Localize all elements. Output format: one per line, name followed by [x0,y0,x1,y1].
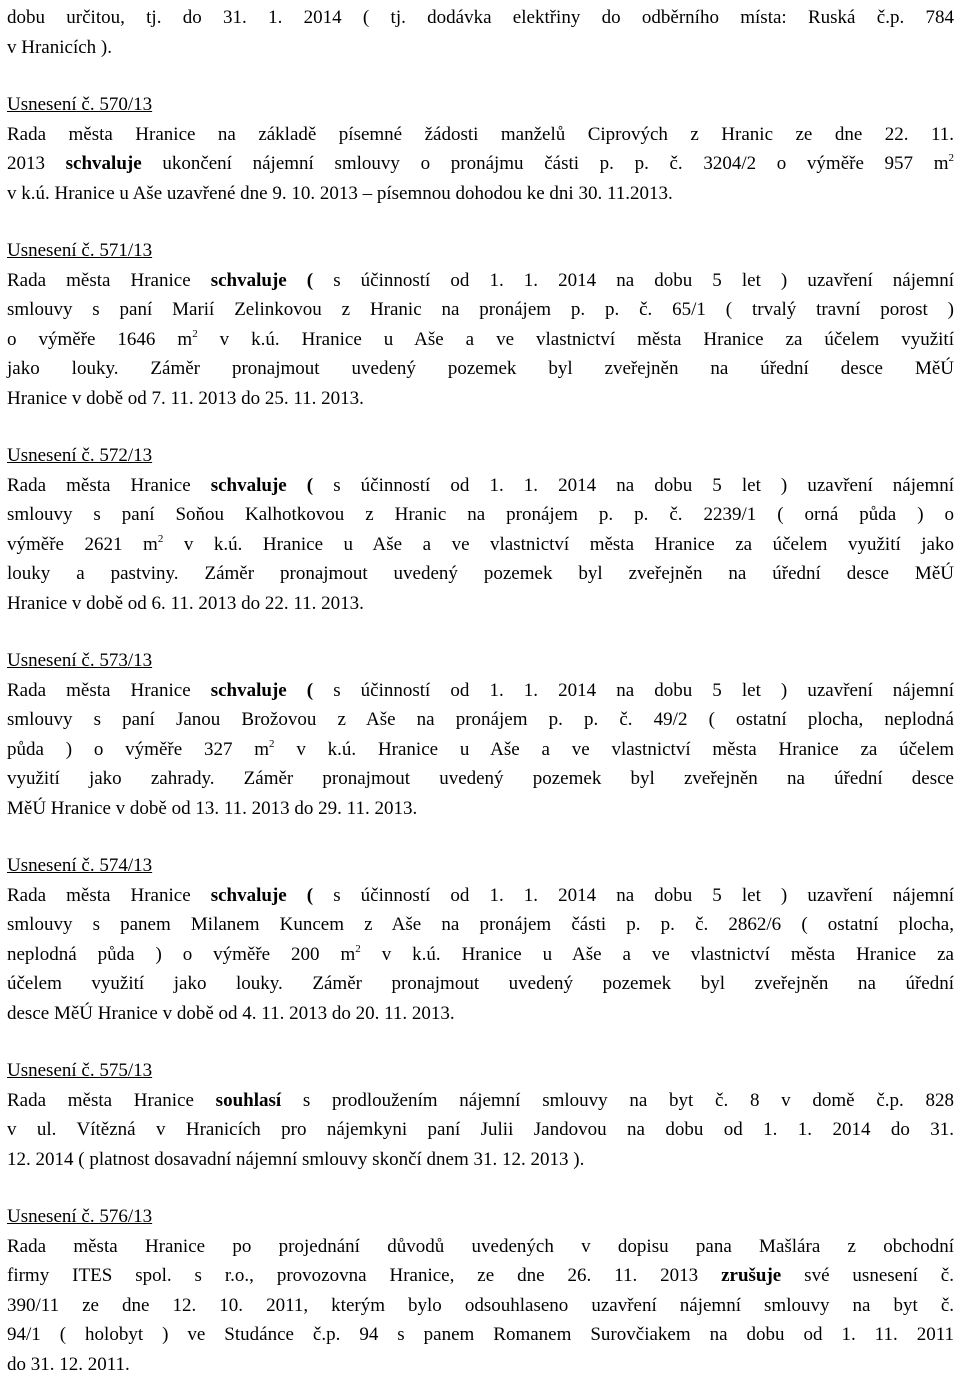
resolution-571 [7,236,954,413]
verb-approves: schvaluje ( [211,270,313,291]
resolution-line: louky a pastviny. Záměr pronajmout uvedený pozemek byl zveřejněn na úřední desce MěÚ [7,559,954,589]
resolution-line: výměře 2621 $m^2$ v k.ú. Hranice u Aše a ve vlastnictví města Hranice za účelem využití jako [7,530,954,560]
resolution-572 [7,441,954,618]
intro-paragraph [7,3,954,62]
resolution-line: účelem využití jako louky. Záměr pronajmout uvedený pozemek byl zveřejněn na úřední [7,969,954,999]
resolution-line: smlouvy s paní Soňou Kalhotkovou z Hranic na pronájem p. p. č. 2239/1 ( orná půda ) o [7,500,954,530]
resolution-line: smlouvy s panem Milanem Kuncem z Aše na pronájem části p. p. č. 2862/6 ( ostatní plocha, [7,910,954,940]
verb-approves: schvaluje [66,153,142,174]
resolution-570 [7,90,954,208]
resolution-line: 2013 schvaluje ukončení nájemní smlouvy o pronájmu části p. p. č. 3204/2 o výměře 957 $m^2$ [7,149,954,179]
resolution-heading: Usnesení č. 573/13 [7,646,152,676]
resolution-line: o výměře 1646 $m^2$ v k.ú. Hranice u Aše a ve vlastnictví města Hranice za účelem využití [7,325,954,355]
resolution-line: Hranice v době od 7. 11. 2013 do 25. 11. 2013. [7,384,954,414]
resolution-line: desce MěÚ Hranice v době od 4. 11. 2013 do 20. 11. 2013. [7,999,954,1029]
resolution-line: neplodná půda ) o výměře 200 $m^2$ v k.ú. Hranice u Aše a ve vlastnictví města Hranice za [7,940,954,970]
resolution-heading: Usnesení č. 574/13 [7,851,152,881]
resolution-line: MěÚ Hranice v době od 13. 11. 2013 do 29. 11. 2013. [7,794,954,824]
resolution-line: 390/11 ze dne 12. 10. 2011, kterým bylo odsouhlaseno uzavření nájemní smlouvy na byt č. [7,1291,954,1321]
verb-approves: schvaluje ( [211,475,313,496]
resolution-line: Rada města Hranice souhlasí s prodloužením nájemní smlouvy na byt č. 8 v domě č.p. 828 [7,1086,954,1116]
resolution-line: firmy ITES spol. s r.o., provozovna Hranice, ze dne 26. 11. 2013 zrušuje své usnesení č. [7,1261,954,1291]
resolution-line: Rada města Hranice schvaluje ( s účinností od 1. 1. 2014 na dobu 5 let ) uzavření nájemní [7,266,954,296]
resolution-heading: Usnesení č. 570/13 [7,90,152,120]
resolution-line: v ul. Vítězná v Hranicích pro nájemkyni paní Julii Jandovou na dobu od 1. 1. 2014 do 31. [7,1115,954,1145]
resolution-line: využití jako zahrady. Záměr pronajmout uvedený pozemek byl zveřejněn na úřední desce [7,764,954,794]
verb-approves: schvaluje ( [211,885,313,906]
resolution-line: Hranice v době od 6. 11. 2013 do 22. 11. 2013. [7,589,954,619]
resolution-line: Rada města Hranice po projednání důvodů uvedených v dopisu pana Mašlára z obchodní [7,1232,954,1262]
resolution-line: smlouvy s paní Janou Brožovou z Aše na pronájem p. p. č. 49/2 ( ostatní plocha, neplodná [7,705,954,735]
resolution-line: do 31. 12. 2011. [7,1350,954,1379]
resolution-line: v k.ú. Hranice u Aše uzavřené dne 9. 10. 2013 – písemnou dohodou ke dni 30. 11.2013. [7,179,954,209]
resolution-heading: Usnesení č. 571/13 [7,236,152,266]
resolution-line: jako louky. Záměr pronajmout uvedený pozemek byl zveřejněn na úřední desce MěÚ [7,354,954,384]
intro-line: dobu určitou, tj. do 31. 1. 2014 ( tj. dodávka elektřiny do odběrního místa: Ruská č.p. 784 [7,3,954,33]
resolution-line: Rada města Hranice schvaluje ( s účinností od 1. 1. 2014 na dobu 5 let ) uzavření nájemní [7,881,954,911]
resolution-line: půda ) o výměře 327 $m^2$ v k.ú. Hranice u Aše a ve vlastnictví města Hranice za účelem [7,735,954,765]
resolution-line: 12. 2014 ( platnost dosavadní nájemní smlouvy skončí dnem 31. 12. 2013 ). [7,1145,954,1175]
verb-cancels: zrušuje [721,1265,781,1286]
intro-line: v Hranicích ). [7,33,954,63]
verb-agrees: souhlasí [216,1090,281,1111]
resolution-heading: Usnesení č. 576/13 [7,1202,152,1232]
resolution-line: Rada města Hranice schvaluje ( s účinností od 1. 1. 2014 na dobu 5 let ) uzavření nájemní [7,676,954,706]
verb-approves: schvaluje ( [211,680,313,701]
resolution-heading: Usnesení č. 572/13 [7,441,152,471]
resolution-line: Rada města Hranice na základě písemné žádosti manželů Ciprových z Hranic ze dne 22. 11. [7,120,954,150]
resolution-576 [7,1202,954,1379]
resolution-573 [7,646,954,823]
resolution-574 [7,851,954,1028]
resolution-line: smlouvy s paní Marií Zelinkovou z Hranic na pronájem p. p. č. 65/1 ( trvalý travní porost ) [7,295,954,325]
resolution-heading: Usnesení č. 575/13 [7,1056,152,1086]
resolution-575 [7,1056,954,1174]
resolution-line: 94/1 ( holobyt ) ve Studánce č.p. 94 s panem Romanem Surovčiakem na dobu od 1. 11. 2011 [7,1320,954,1350]
resolution-line: Rada města Hranice schvaluje ( s účinností od 1. 1. 2014 na dobu 5 let ) uzavření nájemní [7,471,954,501]
